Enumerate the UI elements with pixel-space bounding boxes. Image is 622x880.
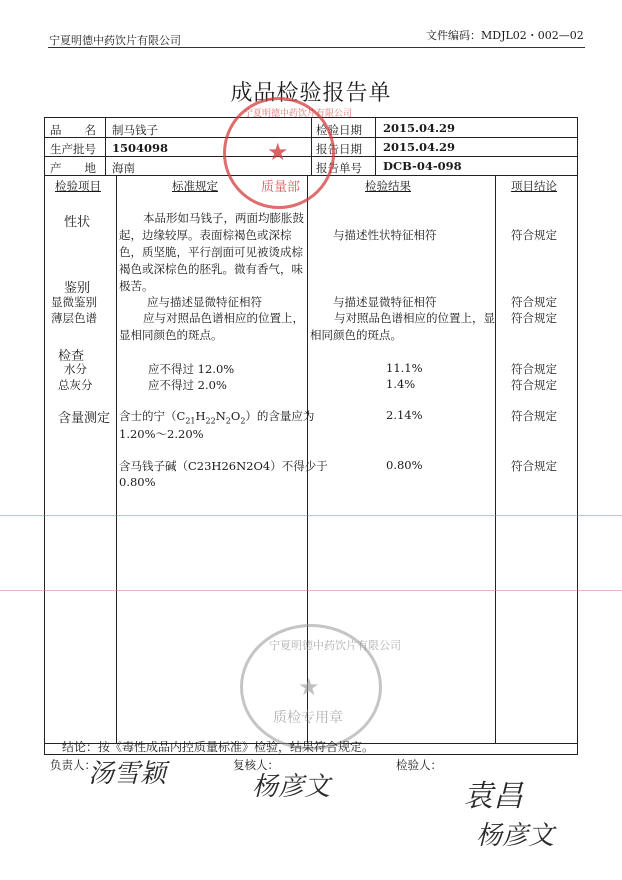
traits-standard: 本品形如马钱子，两面均膨胀鼓起，边缘较厚。表面棕褐色或深棕色，质坚脆，平行剖面可见被烫成棕褐色或深棕色的胚乳。微有香气，味极苦。 <box>119 211 304 293</box>
origin-value: 海南 <box>112 161 135 175</box>
report-title: 成品检验报告单 <box>230 81 392 106</box>
col-header-conclusion: 项目结论 <box>511 179 557 193</box>
stamp-center-text: 质检专用章 <box>273 710 343 726</box>
assay-conclusion-brucine: 符合规定 <box>511 459 557 473</box>
checks-group: 检查 <box>58 349 85 364</box>
inspector-signature: 袁昌 <box>463 779 523 814</box>
checks-sub-water: 水分 <box>64 362 87 376</box>
identification-conclusion-micro: 符合规定 <box>511 295 557 309</box>
qc-seal-stamp <box>240 624 401 750</box>
col-line <box>105 118 106 175</box>
conclusion-text: 结论：按《毒性成品内控质量标准》检验，结果符合规定。 <box>62 740 375 754</box>
col-header-item: 检验项目 <box>55 179 101 193</box>
identification-standard-tlc: 应与对照品色谱相应的位置上，显相同颜色的斑点。 <box>119 311 304 342</box>
batch-value: 1504098 <box>112 141 169 155</box>
company-name: 宁夏明德中药饮片有限公司 <box>49 34 181 47</box>
scan-artifact-line <box>0 590 622 591</box>
identification-result-micro: 与描述显微特征相符 <box>333 295 437 309</box>
reviewer-signature: 杨彦文 <box>252 772 331 802</box>
checks-result-water: 11.1% <box>386 361 423 375</box>
origin-label: 产 地 <box>50 161 96 175</box>
checks-standard-water: 应不得过 12.0% <box>148 362 235 376</box>
doc-code-value: MDJL02・002—02 <box>481 29 584 42</box>
checks-result-ash: 1.4% <box>386 377 416 391</box>
assay-result-strychnine: 2.14% <box>386 408 423 422</box>
col-header-result: 检验结果 <box>365 179 411 193</box>
assay-item: 含量测定 <box>58 411 111 426</box>
checks-standard-ash: 应不得过 2.0% <box>148 378 227 392</box>
doc-code-label: 文件编码： <box>426 29 481 42</box>
stamp-star-icon: ★ <box>298 673 320 701</box>
assay-standard-strychnine-range: 1.20%～2.20% <box>119 427 204 441</box>
identification-conclusion-tlc: 符合规定 <box>511 311 557 325</box>
report-date-value: 2015.04.29 <box>383 140 456 154</box>
assay-result-brucine: 0.80% <box>386 458 423 472</box>
inspector-label: 检验人： <box>396 758 442 772</box>
assay-standard-brucine: 含马钱子碱（C23H26N2O4）不得少于 <box>119 459 328 473</box>
traits-item: 性状 <box>64 215 91 230</box>
checks-conclusion-water: 符合规定 <box>511 362 557 376</box>
batch-label: 生产批号 <box>50 142 96 156</box>
col-line <box>116 175 117 743</box>
report-no-label: 报告单号 <box>316 161 362 175</box>
assay-conclusion-strychnine: 符合规定 <box>511 409 557 423</box>
product-value: 制马钱子 <box>112 123 158 137</box>
checks-sub-ash: 总灰分 <box>58 378 93 392</box>
stamp-center-text: 质量部 <box>261 180 301 195</box>
report-no-value: DCB-04-098 <box>383 159 462 173</box>
stamp-ring-text: 宁夏明德中药饮片有限公司 <box>244 109 353 119</box>
checks-conclusion-ash: 符合规定 <box>511 378 557 392</box>
identification-result-tlc: 与对照品色谱相应的位置上，显相同颜色的斑点。 <box>310 311 495 342</box>
responsible-label: 负责人： <box>50 758 96 772</box>
identification-group: 鉴别 <box>64 281 91 296</box>
reviewer-label: 复核人： <box>233 758 279 772</box>
extra-signature: 杨彦文 <box>476 821 555 851</box>
identification-sub-micro: 显微鉴别 <box>51 295 97 309</box>
inspect-date-label: 检验日期 <box>316 123 362 137</box>
report-date-label: 报告日期 <box>316 142 362 156</box>
identification-sub-tlc: 薄层色谱 <box>51 311 97 325</box>
assay-standard-strychnine: 含士的宁$(C_{21}H_{22}N_2O_2)$的含量应为 <box>119 409 315 426</box>
identification-standard-micro: 应与描述显微特征相符 <box>147 295 262 309</box>
product-label: 品 名 <box>50 123 96 137</box>
scan-artifact-line <box>0 515 622 516</box>
header-rule <box>48 47 585 48</box>
traits-conclusion: 符合规定 <box>511 228 557 242</box>
stamp-ring-text: 宁夏明德中药饮片有限公司 <box>269 639 401 652</box>
traits-result: 与描述性状特征相符 <box>333 228 437 242</box>
col-line <box>375 118 376 175</box>
stamp-star-icon: ★ <box>267 138 289 166</box>
responsible-signature: 汤雪颖 <box>88 759 167 789</box>
assay-standard-brucine-min: 0.80% <box>119 475 156 489</box>
col-line <box>495 175 496 743</box>
doc-code <box>426 27 584 43</box>
inspect-date-value: 2015.04.29 <box>383 121 456 135</box>
col-header-standard: 标准规定 <box>172 179 218 193</box>
